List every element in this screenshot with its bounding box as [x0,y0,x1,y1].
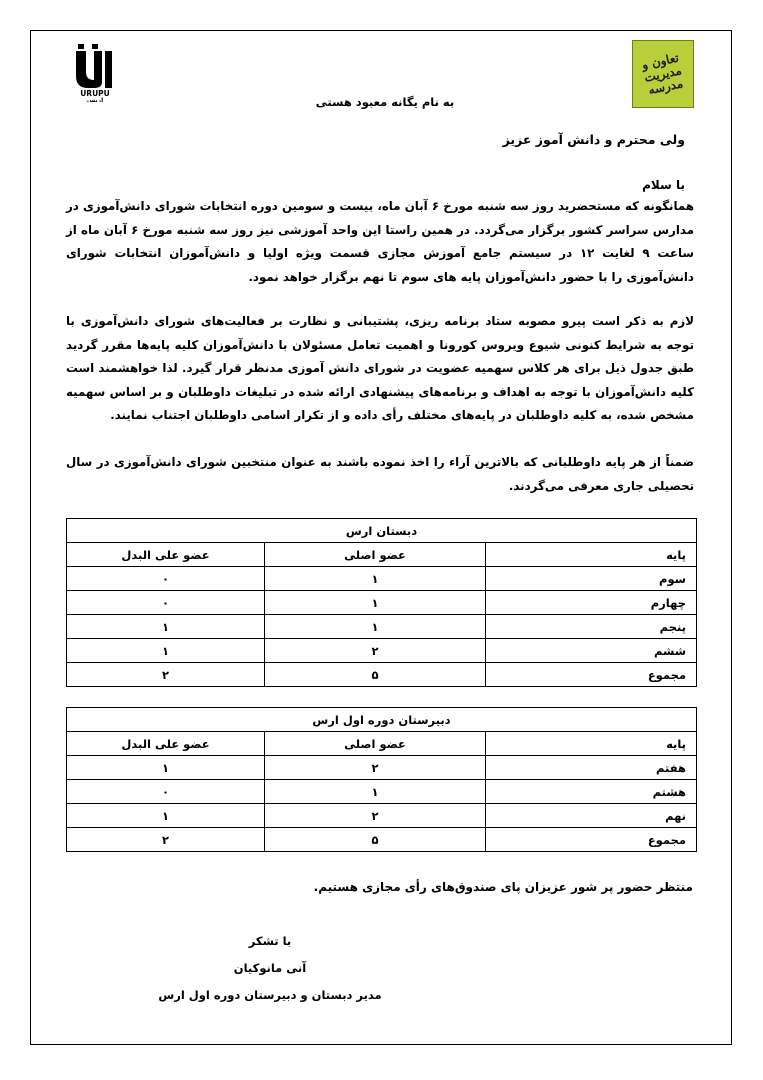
letter-salutation: ولی محترم و دانش آموز عزیز [502,132,685,147]
table-row [67,804,697,828]
header-grade: پایه [486,543,697,567]
cell-main: ۲ [265,804,486,828]
cell-grade: ششم [486,639,697,663]
header-main-member: عضو اصلی [265,732,486,756]
cell-alternate: ۱ [67,615,265,639]
cell-grade: مجموع [486,828,697,852]
cell-grade: هفتم [486,756,697,780]
logo-left-text: URUPU [80,89,110,98]
signature-thanks: با تشکر [248,934,292,948]
cell-grade: هشتم [486,780,697,804]
svg-text:اریس: اریس [86,97,104,102]
table-row [67,780,697,804]
closing-sentence: منتظر حضور پر شور عزیزان پای صندوق‌های رأی مجازی هستیم. [313,880,693,894]
cell-main: ۱ [265,615,486,639]
cell-main: ۲ [265,756,486,780]
table-row [67,591,697,615]
table-row [67,639,697,663]
header-main-member: عضو اصلی [265,543,486,567]
table-caption: دبیرستان دوره اول ارس [67,708,697,732]
cell-grade: پنجم [486,615,697,639]
cell-main: ۲ [265,639,486,663]
table-header-row [67,732,697,756]
signature-title: مدیر دبستان و دبیرستان دوره اول ارس [158,988,382,1002]
seal-text: تعاون و مدیریت مدرسه [640,50,685,97]
teacher-cooperation-seal-icon [632,40,694,108]
cell-alternate: ۲ [67,663,265,687]
cell-grade: نهم [486,804,697,828]
bismillah-heading: به نام یگانه معبود هستی [315,95,455,109]
cell-alternate: ۰ [67,780,265,804]
cell-main: ۵ [265,663,486,687]
paragraph-winners-note: ضمناً از هر پایه داوطلبانی که بالاترین آراء را اخذ نموده باشند به عنوان منتخبین شورای دانش‌آموزی در سال تحصیلی جاری معرفی می‌گردند. [66,455,694,493]
cell-grade: چهارم [486,591,697,615]
table-row [67,615,697,639]
table-row [67,756,697,780]
cell-main: ۱ [265,780,486,804]
table-header-row [67,543,697,567]
cell-alternate: ۱ [67,639,265,663]
cell-main: ۱ [265,567,486,591]
cell-alternate: ۱ [67,804,265,828]
cell-alternate: ۲ [67,828,265,852]
header-grade: پایه [486,732,697,756]
cell-main: ۵ [265,828,486,852]
primary-school-quota-table [66,518,697,687]
cell-alternate: ۰ [67,591,265,615]
cell-alternate: ۱ [67,756,265,780]
cell-alternate: ۰ [67,567,265,591]
header-alternate-member: عضو علی البدل [67,732,265,756]
paragraph-election-announcement: همانگونه که مستحضرید روز سه شنبه مورخ ۶ آبان ماه، بیست و سومین دوره انتخابات شورای دانش‌آموزی در مدارس سراسر کشور برگزار می‌گردد. در همین راستا این واحد آموزشی نیز روز سه شنبه مورخ ۶ آبان ماه از ساعت ۹ لغایت ۱۲ در سیستم جامع آموزش مجازی قسمت ویژه اولیا و دانش‌آموزان انتخابات شورای دانش‌آموزی را با حضور دانش‌آموزان پایه های سوم تا نهم برگزار خواهد نمود. [66,199,694,284]
header-alternate-member: عضو علی البدل [67,543,265,567]
signature-name: آنی مانوکیان [233,961,307,975]
cell-main: ۱ [265,591,486,615]
cell-grade: سوم [486,567,697,591]
table-caption: دبستان ارس [67,519,697,543]
paragraph-quota-note: لازم به ذکر است پیرو مصوبه ستاد برنامه ریزی، پشتیبانی و نظارت بر فعالیت‌های شورای دانش‌آموزی با توجه به شرایط کنونی شیوع ویروس کورونا و اهمیت تعامل مسئولان با دانش‌آموزان کلیه پایه‌ها مقرر گردید طبق جدول ذیل برای هر کلاس سهمیه عضویت در شورای دانش آموزی مدنظر قرار گیرد. لذا خواهشمند است کلیه دانش‌آموزان با توجه به اهداف و برنامه‌های پیشنهادی ارائه شده در تبلیغات داوطلبان و بر اساس سهمیه مشخص شده، به کلیه داوطلبان در پایه‌های مختلف رأی داده و از تکرار اسامی داوطلبان اجتناب نمایند. [66,314,694,422]
table-total-row [67,828,697,852]
table-total-row [67,663,697,687]
table-row [67,567,697,591]
cell-grade: مجموع [486,663,697,687]
letter-greeting: با سلام [642,178,685,192]
middle-school-quota-table [66,707,697,852]
school-logo-icon [70,42,120,102]
